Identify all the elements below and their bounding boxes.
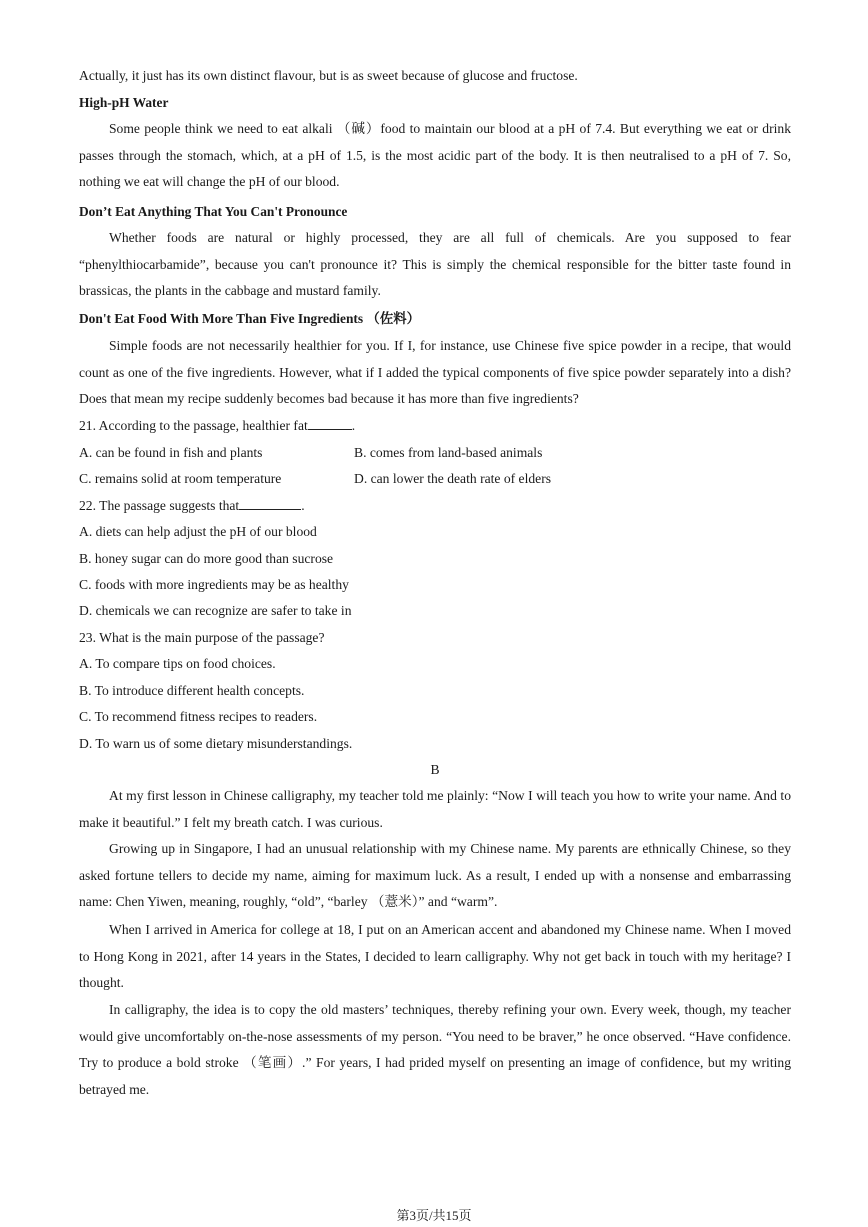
question-22-option-b: B. honey sugar can do more good than sucrose <box>79 551 334 566</box>
page-number-footer: 第3页/共15页 <box>396 1208 472 1223</box>
section-paragraph-high-ph: Some people think we need to eat alkali （碱）food to maintain our blood at a pH of 7.4. But everything we eat or drink passes through the stomach, which, at a pH of 1.5, is the most acidic part of the body. It is then neutralised to a pH of 7. So, nothing we eat will change the pH of our blood. <box>79 121 791 189</box>
section-heading-pronounce: Don’t Eat Anything That You Can't Pronounce <box>79 204 348 219</box>
passage-b-paragraph-1: At my first lesson in Chinese calligraphy, my teacher told me plainly: “Now I will teach you how to write your name. And to make it beautiful.” I felt my breath catch. I was curious. <box>79 788 791 830</box>
section-paragraph-ingredients: Simple foods are not necessarily healthier for you. If I, for instance, use Chinese five spice powder in a recipe, that would count as one of the five ingredients. However, what if I added the typical components of five spice powder separately into a dish? Does that mean my recipe suddenly becomes bad because it has more than five ingredients? <box>79 338 791 406</box>
passage-b-label: B <box>430 762 440 777</box>
question-21-option-c: C. remains solid at room temperature <box>79 471 282 486</box>
intro-line: Actually, it just has its own distinct flavour, but is as sweet because of glucose and fructose. <box>79 68 578 83</box>
question-22-text: 22. The passage suggests that <box>79 498 240 513</box>
question-22-option-d: D. chemicals we can recognize are safer to take in <box>79 603 352 618</box>
passage-b-paragraph-3: When I arrived in America for college at 18, I put on an American accent and abandoned my Chinese name. When I moved to Hong Kong in 2021, after 14 years in the States, I decided to learn calligraphy. Why not get back in touch with my heritage? I thought. <box>79 922 791 990</box>
question-22-option-a: A. diets can help adjust the pH of our blood <box>79 524 317 539</box>
question-22-stem <box>79 497 305 515</box>
question-21-text: 21. According to the passage, healthier fat <box>79 418 308 433</box>
question-21-option-d: D. can lower the death rate of elders <box>354 471 552 486</box>
section-heading-high-ph: High-pH Water <box>79 95 169 110</box>
question-23-option-a: A. To compare tips on food choices. <box>79 656 276 671</box>
question-22-end: . <box>301 498 305 513</box>
passage-b-paragraph-4: In calligraphy, the idea is to copy the old masters’ techniques, thereby refining your own. Every week, though, my teacher would give uncomfortably on-the-nose assessments of my person. “You need to be braver,” he once observed. “Have confidence. Try to produce a bold stroke （笔画）.” For years, I had prided myself on presenting an image of confidence, but my writing betrayed me. <box>79 1002 791 1097</box>
answer-blank <box>308 417 352 430</box>
question-23-stem: 23. What is the main purpose of the passage? <box>79 630 325 645</box>
question-21-end: . <box>351 418 356 433</box>
question-21-stem <box>79 417 355 435</box>
question-21-option-b: B. comes from land-based animals <box>354 445 543 460</box>
passage-b-paragraph-2: Growing up in Singapore, I had an unusual relationship with my Chinese name. My parents are ethnically Chinese, so they asked fortune tellers to decide my name, aiming for maximum luck. As a result, I ended up with a nonsense and embarrassing name: Chen Yiwen, meaning, roughly, “old”, “barley （薏米）” and “warm”. <box>79 841 791 909</box>
question-23-option-c: C. To recommend fitness recipes to readers. <box>79 709 318 724</box>
question-23-option-d: D. To warn us of some dietary misunderstandings. <box>79 736 353 751</box>
question-21-option-a: A. can be found in fish and plants <box>79 445 263 460</box>
question-22-option-c: C. foods with more ingredients may be as healthy <box>79 577 349 592</box>
section-heading-ingredients: Don't Eat Food With More Than Five Ingredients （佐料） <box>79 311 420 326</box>
question-23-option-b: B. To introduce different health concepts. <box>79 683 305 698</box>
answer-blank <box>239 497 301 510</box>
section-paragraph-pronounce: Whether foods are natural or highly processed, they are all full of chemicals. Are you supposed to fear “phenylthiocarbamide”, because you can't pronounce it? This is simply the chemical responsible for the bitter taste found in brassicas, the plants in the cabbage and mustard family. <box>79 230 791 298</box>
